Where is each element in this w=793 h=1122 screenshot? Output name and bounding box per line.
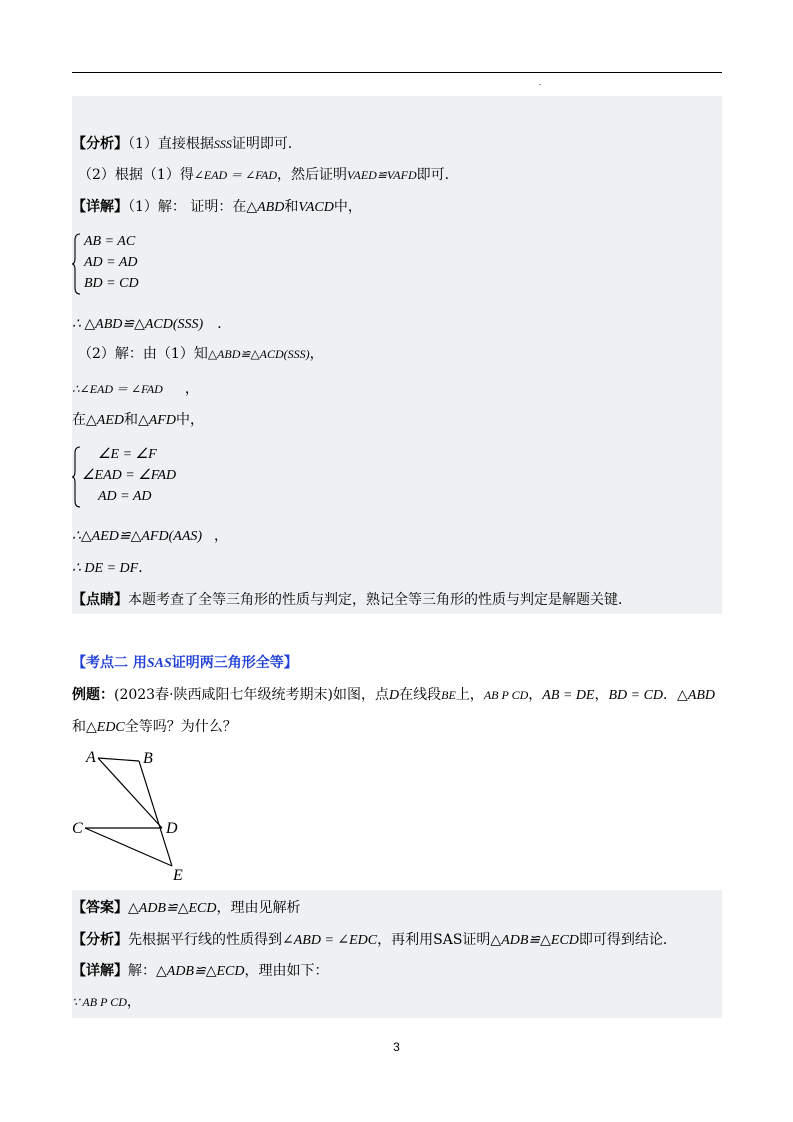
analysis-label: 【分析】 [72, 136, 128, 152]
conclusion-line-3: ∴ DE = DF． [72, 560, 153, 576]
system-row: AD = AD [84, 255, 138, 270]
detail-label: 【详解】 [72, 963, 128, 979]
detail-label: 【详解】 [72, 199, 128, 215]
left-brace-icon [72, 445, 82, 509]
section-heading: 【考点二 用SAS证明两三角形全等】 [72, 655, 298, 671]
answer-line: 【答案】△ADB≌△ECD，理由见解析 [72, 900, 301, 916]
page-number: 3 [393, 1040, 400, 1054]
header-rule [72, 72, 722, 73]
example-line-2: 和△EDC全等吗？为什么？ [72, 719, 237, 735]
in-triangles-line: 在△AED和△AFD中， [72, 412, 204, 428]
answer-label: 【答案】 [72, 900, 128, 916]
equation-system-sss [72, 232, 192, 298]
detail-line-1: 【详解】（1）解： 证明：在△ABD和VACD中， [72, 199, 362, 215]
system-row: ∠E = ∠F [98, 447, 157, 462]
system-row: AB = AC [84, 234, 136, 249]
system-row: BD = CD [84, 276, 139, 291]
comment-label: 【点睛】 [72, 592, 128, 608]
triangle-figure [68, 744, 198, 886]
detail-line-2: （2）解：由（1）知△ABD≌△ACD(SSS)， [78, 346, 324, 362]
example-line-1: 例题：(2023春·陕西咸阳七年级统考期末)如图，点D在线段BE上，AB P CD，AB = DE，BD = CD．△ABD [72, 687, 716, 703]
detail-line-s2: 【详解】解：△ADB≌△ECD，理由如下： [72, 963, 329, 979]
analysis-line-s2: 【分析】先根据平行线的性质得到∠ABD = ∠EDC，再利用SAS证明△ADB≌△ECD即可得到结论． [72, 932, 677, 948]
system-row: AD = AD [98, 489, 152, 504]
conclusion-line-1: ∴ △ABD≌△ACD(SSS) ． [72, 316, 232, 332]
segment-AB [98, 758, 139, 761]
example-label: 例题： [72, 687, 114, 703]
conclusion-line-2: ∴△AED≌△AFD(AAS) ， [72, 528, 229, 544]
comment-line: 【点睛】本题考查了全等三角形的性质与判定，熟记全等三角形的性质与判定是解题关键． [72, 592, 632, 608]
analysis-line-2: （2）根据（1）得∠EAD ＝ ∠FAD，然后证明VAED≌VAFD即可． [78, 167, 459, 183]
label-A: A [86, 749, 96, 766]
segment-CE [85, 828, 172, 866]
label-C: C [72, 820, 83, 837]
because-line: ∵ AB P CD， [72, 994, 141, 1010]
left-brace-icon [72, 232, 82, 296]
label-B: B [143, 750, 153, 767]
system-row: ∠EAD = ∠FAD [82, 468, 177, 483]
label-E: E [173, 867, 183, 884]
segment-BE [139, 761, 172, 866]
header-dot [539, 84, 541, 85]
label-D: D [166, 820, 178, 837]
step-angle-line: ∴∠EAD ＝ ∠FAD ， [72, 381, 199, 397]
analysis-label: 【分析】 [72, 932, 128, 948]
analysis-line-1: 【分析】（1）直接根据SSS证明即可． [72, 136, 302, 152]
equation-system-aas [72, 445, 202, 511]
segment-AD [98, 758, 162, 828]
